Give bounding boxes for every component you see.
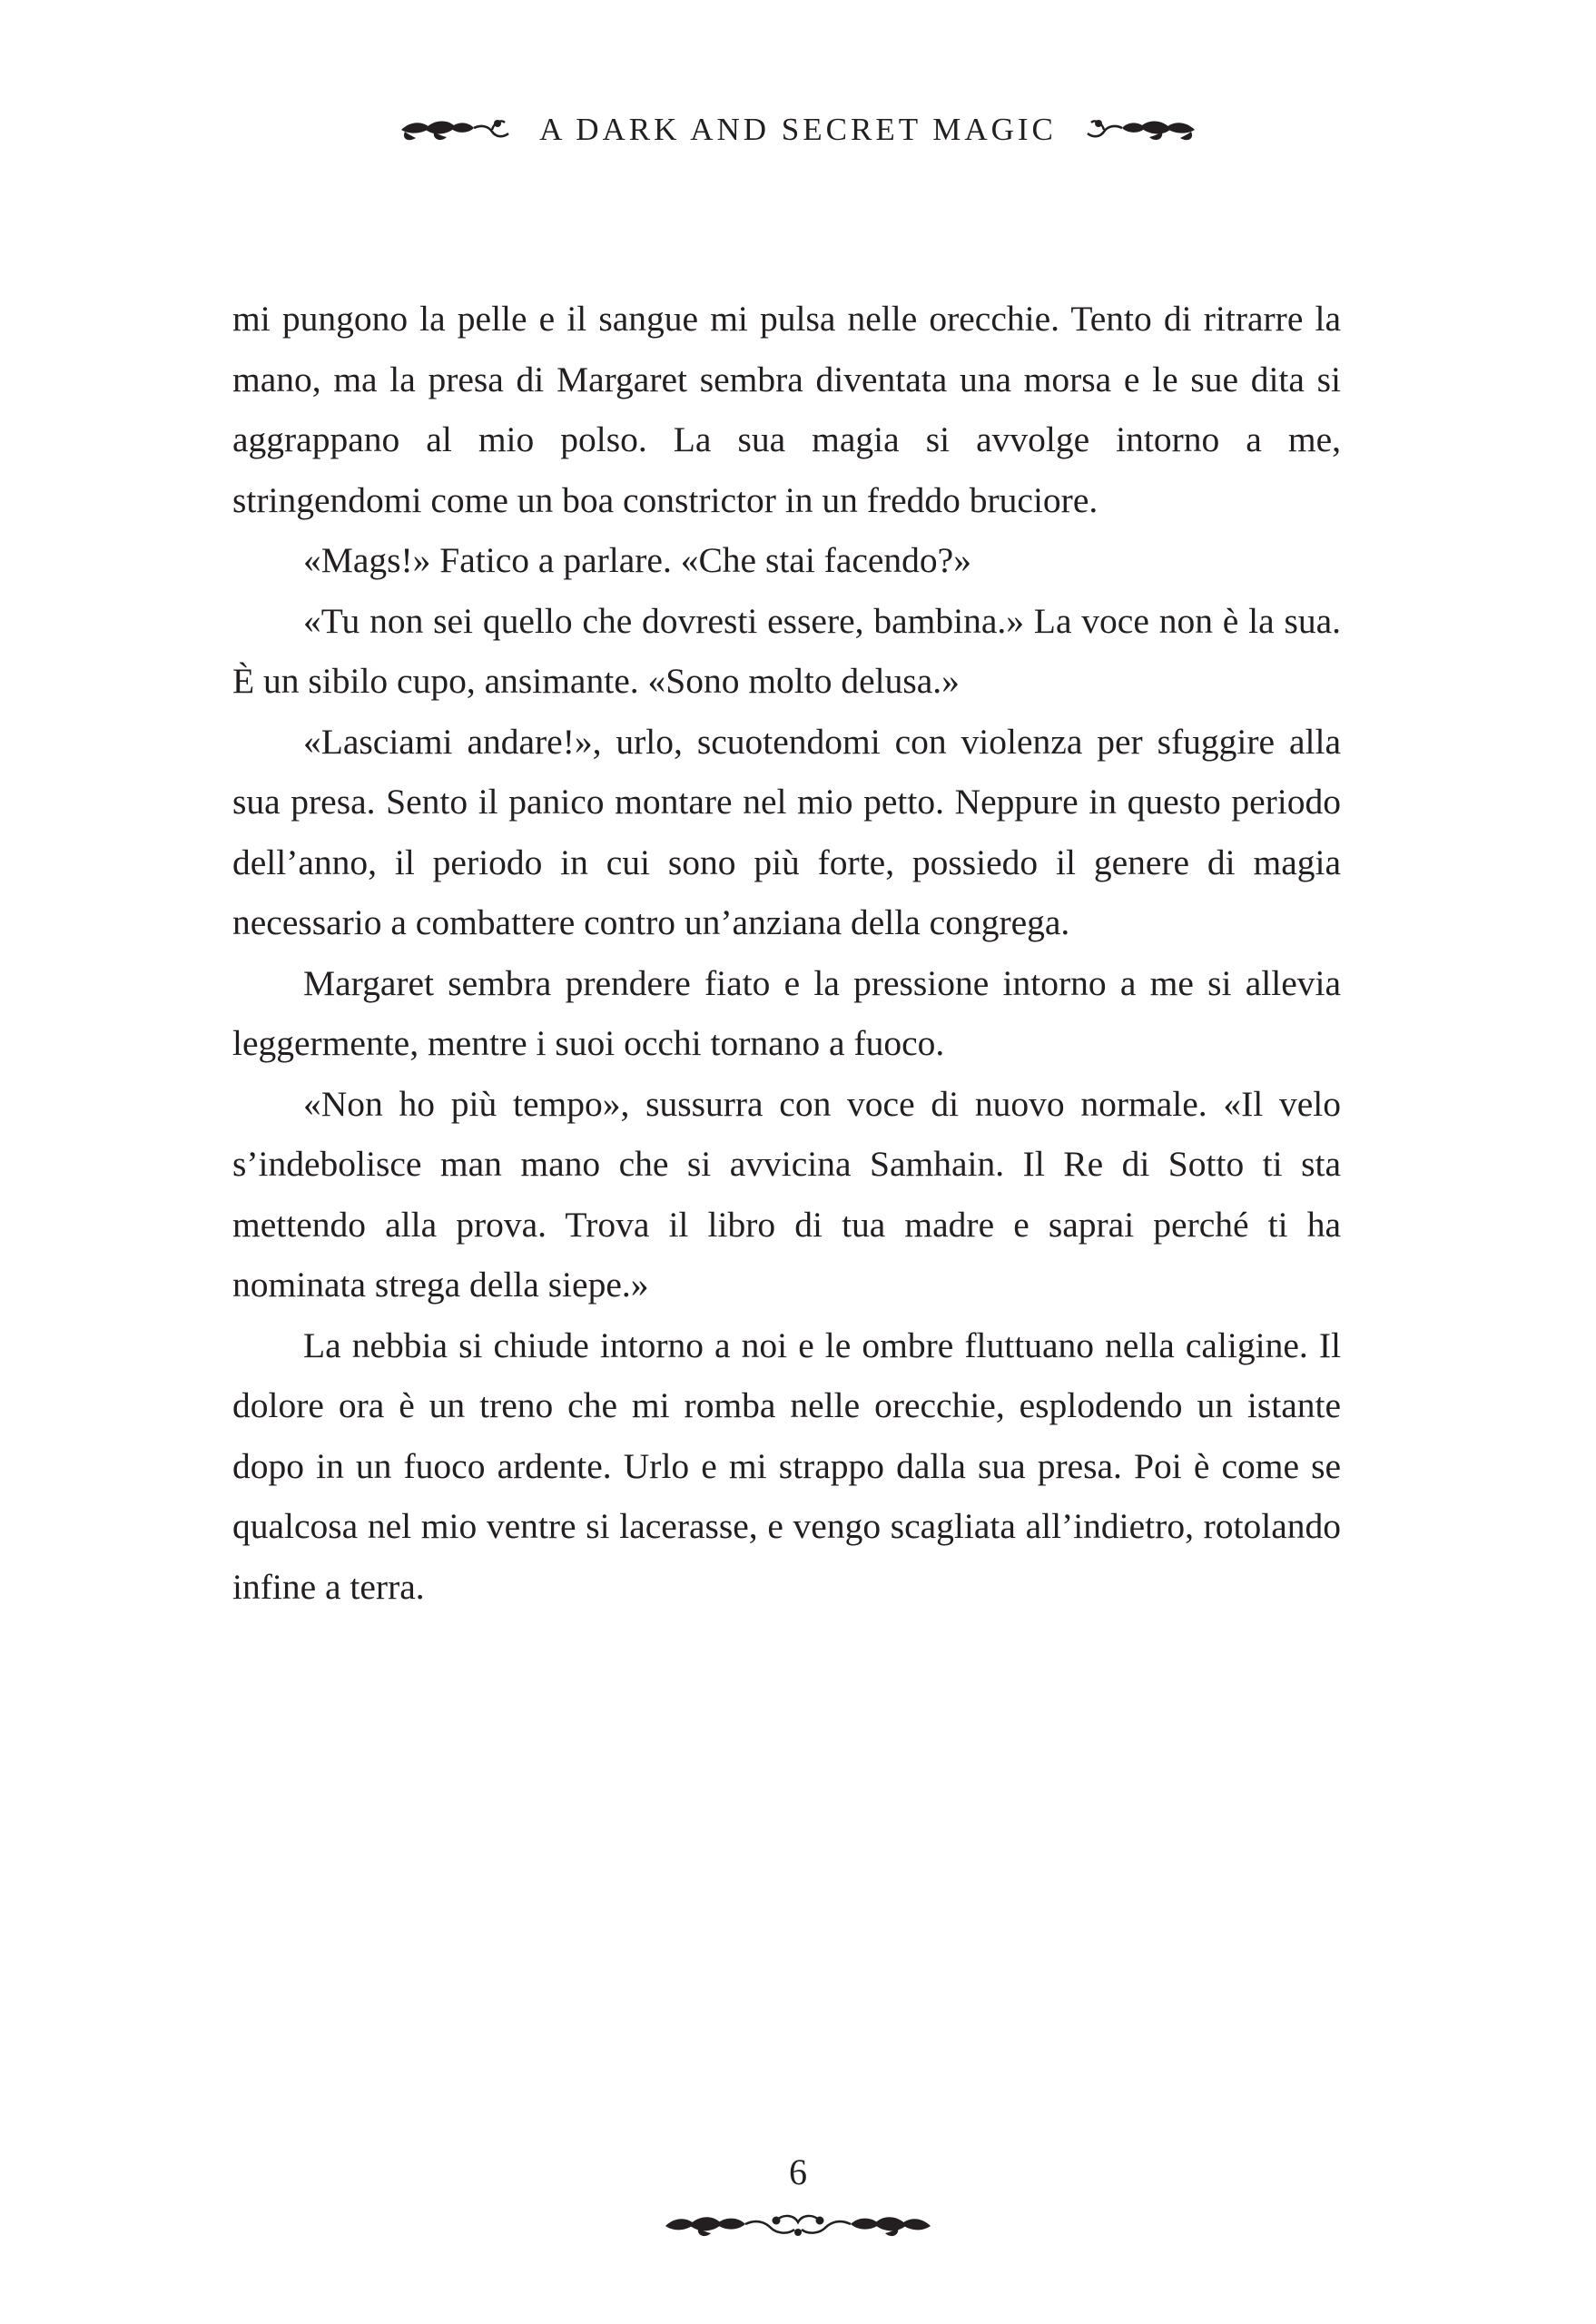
paragraph: «Non ho più tempo», sussurra con voce di nuovo normale. «Il velo s’indebolisce man mano che si avvicina Samhain. Il Re di Sotto ti sta mettendo alla prova. Trova il libro di tua madre e saprai perché ti ha nominata strega della siepe.»	[232, 1083, 1341, 1305]
running-head	[0, 107, 1596, 153]
paragraph: mi pungono la pelle e il sangue mi pulsa nelle orecchie. Tento di ritrarre la mano, ma la presa di Margaret sembra diventata una morsa e le sue dita si aggrappano al mio polso. La sua magia si avvolge intorno a me, stringendomi come un boa constrictor in un freddo bruciore.	[232, 299, 1341, 520]
paragraph: Margaret sembra prendere fiato e la pressione intorno a me si allevia leggermente, mentre i suoi occhi tornano a fuoco.	[232, 962, 1341, 1063]
leaf-flourish-icon	[1080, 113, 1198, 146]
body-text	[232, 289, 1341, 1617]
paragraph: «Tu non sei quello che dovresti essere, bambina.» La voce non è la sua. È un sibilo cupo, ansimante. «Sono molto delusa.»	[232, 600, 1341, 701]
page-number: 6	[789, 2152, 807, 2192]
paragraph: La nebbia si chiude intorno a noi e le ombre fluttuano nella caligine. Il dolore ora è un treno che mi romba nelle orecchie, esplodendo un istante dopo in un fuoco ardente. Urlo e mi strappo dalla sua presa. Poi è come se qualcosa nel mio ventre si lacerasse, e vengo scagliata all’indietro, rotolando infine a terra.	[232, 1324, 1341, 1607]
paragraph: «Lasciami andare!», urlo, scuotendomi con violenza per sfuggire alla sua presa. Sento il panico montare nel mio petto. Neppure in questo periodo dell’anno, il periodo in cui sono più forte, possiedo il genere di magia necessario a combattere contro un’anziana della congrega.	[232, 721, 1341, 942]
book-title: A DARK AND SECRET MAGIC	[539, 112, 1057, 147]
paragraph: «Mags!» Fatico a parlare. «Che stai facendo?»	[303, 540, 971, 580]
vine-flourish-icon	[0, 2208, 1596, 2244]
leaf-flourish-icon	[398, 113, 516, 146]
